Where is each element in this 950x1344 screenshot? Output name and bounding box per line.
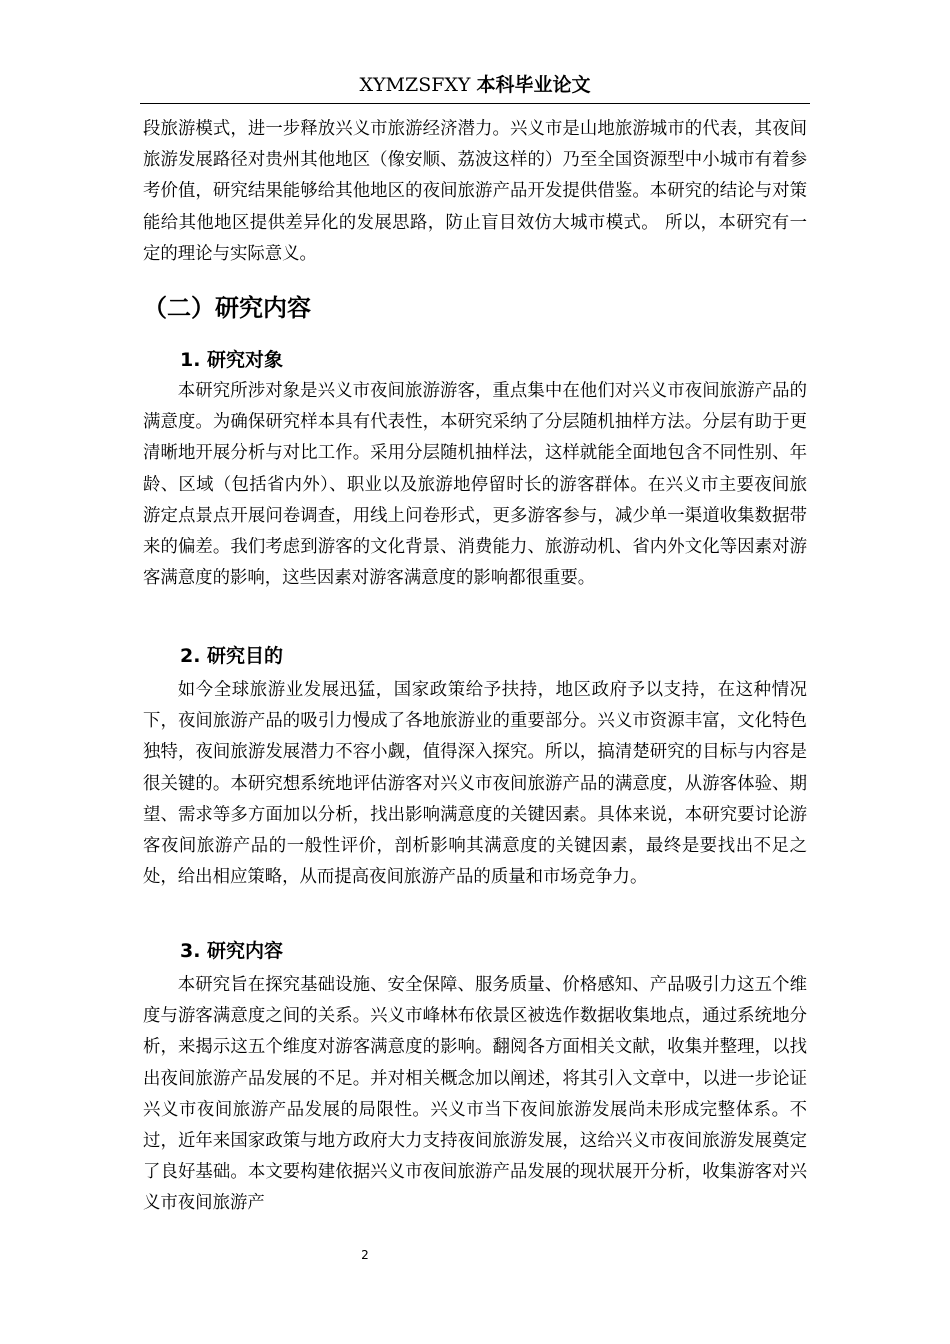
paragraph-research-purpose: 如今全球旅游业发展迅猛，国家政策给予扶持，地区政府予以支持，在这种情况下，夜间旅游产品的吸引力慢成了各地旅游业的重要部分。兴义市资源丰富，文化特色独特，夜间旅游发展潜力不容小觑，值得深入探究。所以，搞清楚研究的目标与内容是很关键的。本研究想系统地评估游客对兴义市夜间旅游产品的满意度，从游客体验、期望、需求等多方面加以分析，找出影响满意度的关键因素。具体来说，本研究要讨论游客夜间旅游产品的一般性评价，剖析影响其满意度的关键因素，最终是要找出不足之处，给出相应策略，从而提高夜间旅游产品的质量和市场竞争力。 bbox=[143, 680, 807, 888]
paragraph-research-object: 本研究所涉对象是兴义市夜间旅游游客，重点集中在他们对兴义市夜间旅游产品的满意度。为确保研究样本具有代表性，本研究采纳了分层随机抽样方法。分层有助于更清晰地开展分析与对比工作。采用分层随机抽样法，这样就能全面地包含不同性别、年龄、区域（包括省内外）、职业以及旅游地停留时长的游客群体。在兴义市主要夜间旅游定点景点开展问卷调查，用线上问卷形式，更多游客参与，减少单一渠道收集数据带来的偏差。我们考虑到游客的文化背景、消费能力、旅游动机、省内外文化等因素对游客满意度的影响，这些因素对游客满意度的影响都很重要。 bbox=[143, 381, 807, 589]
paragraph-research-content: 本研究旨在探究基础设施、安全保障、服务质量、价格感知、产品吸引力这五个维度与游客满意度之间的关系。兴义市峰林布依景区被选作数据收集地点，通过系统地分析，来揭示这五个维度对游客满意度的影响。翻阅各方面相关文献，收集并整理，以找出夜间旅游产品发展的不足。并对相关概念加以阐述，将其引入文章中，以进一步论证兴义市夜间旅游产品发展的局限性。兴义市当下夜间旅游发展尚未形成完整体系。不过，近年来国家政策与地方政府大力支持夜间旅游发展，这给兴义市夜间旅游发展奠定了良好基础。本文要构建依据兴义市夜间旅游产品发展的现状展开分析，收集游客对兴义市夜间旅游产 bbox=[143, 975, 807, 1214]
section-heading: （二）研究内容 bbox=[143, 294, 311, 322]
header-divider bbox=[140, 103, 810, 104]
subheading-research-object: 1. 研究对象 bbox=[180, 349, 284, 371]
header-title: 本科毕业论文 bbox=[476, 74, 591, 96]
paragraph-continued: 段旅游模式，进一步释放兴义市旅游经济潜力。兴义市是山地旅游城市的代表，其夜间旅游发展路径对贵州其他地区（像安顺、荔波这样的）乃至全国资源型中小城市有着参考价值，研究结果能够给其他地区的夜间旅游产品开发提供借鉴。本研究的结论与对策能给其他地区提供差异化的发展思路，防止盲目效仿大城市模式。 所以，本研究有一定的理论与实际意义。 bbox=[143, 119, 807, 264]
page-number: 2 bbox=[361, 1248, 369, 1262]
subheading-research-content: 3. 研究内容 bbox=[180, 940, 284, 962]
running-header bbox=[140, 72, 810, 98]
subheading-research-purpose: 2. 研究目的 bbox=[180, 645, 284, 667]
header-latin: XYMZSFXY bbox=[359, 74, 471, 96]
